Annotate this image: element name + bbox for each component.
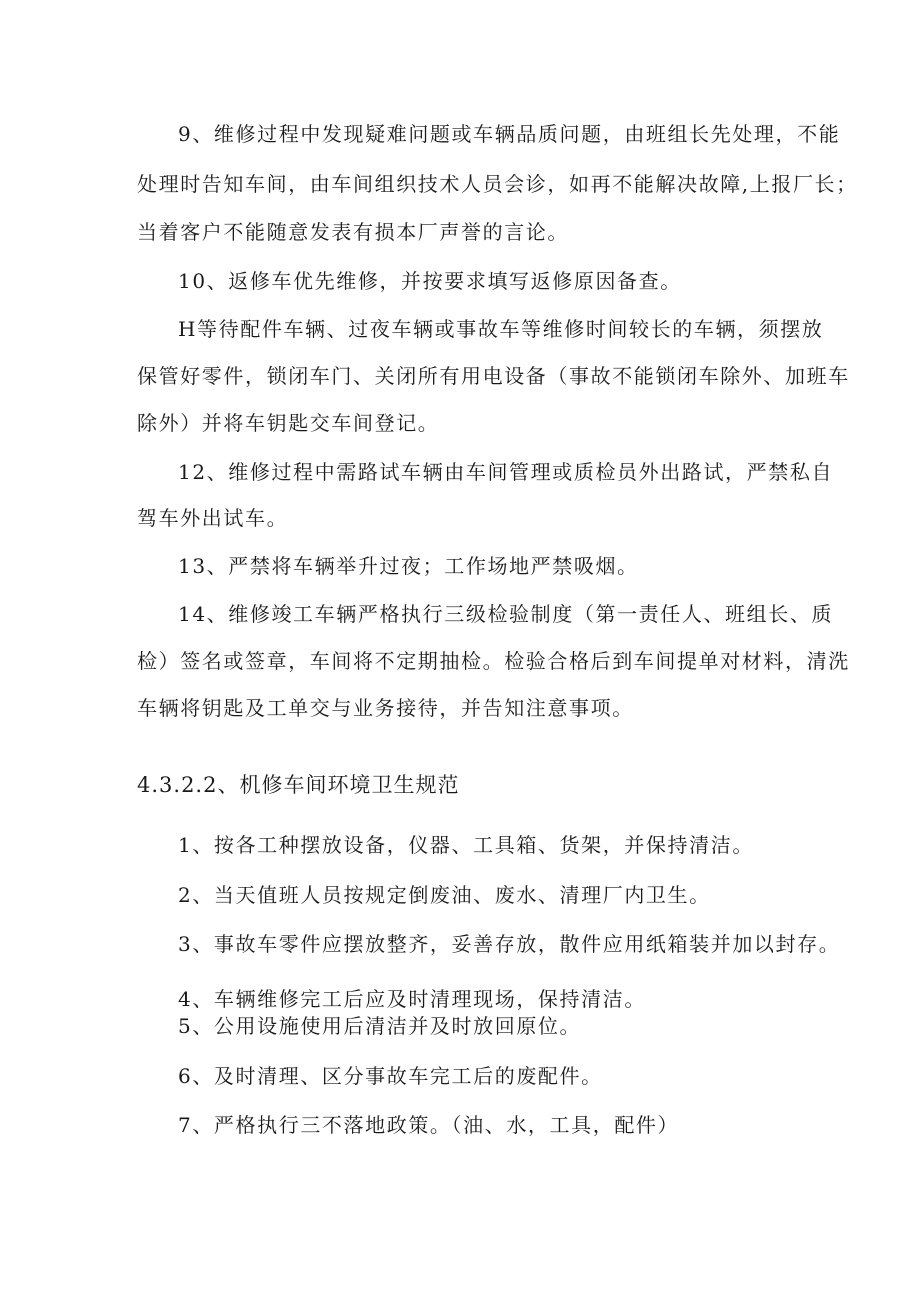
item-12-line-2: 驾车外出试车。	[137, 506, 289, 530]
section-heading: 4.3.2.2、机修车间环境卫生规范	[137, 773, 460, 797]
item-14-line-1: 14、维修竣工车辆严格执行三级检验制度（第一责任人、班组长、质	[178, 602, 834, 626]
list-item: 6、及时清理、区分事故车完工后的废配件。	[178, 1064, 603, 1088]
item-13-line-1: 13、严禁将车辆举升过夜；工作场地严禁吸烟。	[178, 554, 639, 578]
list-item: 7、严格执行三不落地政策。（油、水，工具，配件）	[178, 1113, 680, 1137]
list-item: 1、按各工种摆放设备，仪器、工具箱、货架，并保持清洁。	[178, 833, 754, 857]
item-11-line-2: 保管好零件，锁闭车门、关闭所有用电设备（事故不能锁闭车除外、加班车	[137, 364, 850, 388]
item-9-line-1: 9、维修过程中发现疑难问题或车辆品质问题，由班组长先处理，不能	[178, 122, 841, 146]
item-9-line-2: 处理时告知车间，由车间组织技术人员会诊，如再不能解决故障,上报厂长；	[137, 172, 858, 196]
list-item: 3、事故车零件应摆放整齐，妥善存放，散件应用纸箱装并加以封存。	[178, 932, 841, 956]
item-10-line-1: 10、返修车优先维修，并按要求填写返修原因备查。	[178, 269, 682, 293]
item-9-line-3: 当着客户不能随意发表有损本厂声誉的言论。	[137, 220, 569, 244]
list-item: 4、车辆维修完工后应及时清理现场，保持清洁。	[178, 987, 646, 1011]
item-11-line-3: 除外）并将车钥匙交车间登记。	[137, 411, 440, 435]
list-item: 5、公用设施使用后清洁并及时放回原位。	[178, 1014, 582, 1038]
list-item: 2、当天值班人员按规定倒废油、废水、清理厂内卫生。	[178, 883, 711, 907]
item-11-line-1: H等待配件车辆、过夜车辆或事故车等维修时间较长的车辆，须摆放	[178, 317, 824, 341]
item-12-line-1: 12、维修过程中需路试车辆由车间管理或质检员外出路试，严禁私自	[178, 460, 834, 484]
item-14-line-3: 车辆将钥匙及工单交与业务接待，并告知注意事项。	[137, 696, 634, 720]
item-14-line-2: 检）签名或签章，车间将不定期抽检。检验合格后到车间提单对材料，清洗	[137, 649, 850, 673]
